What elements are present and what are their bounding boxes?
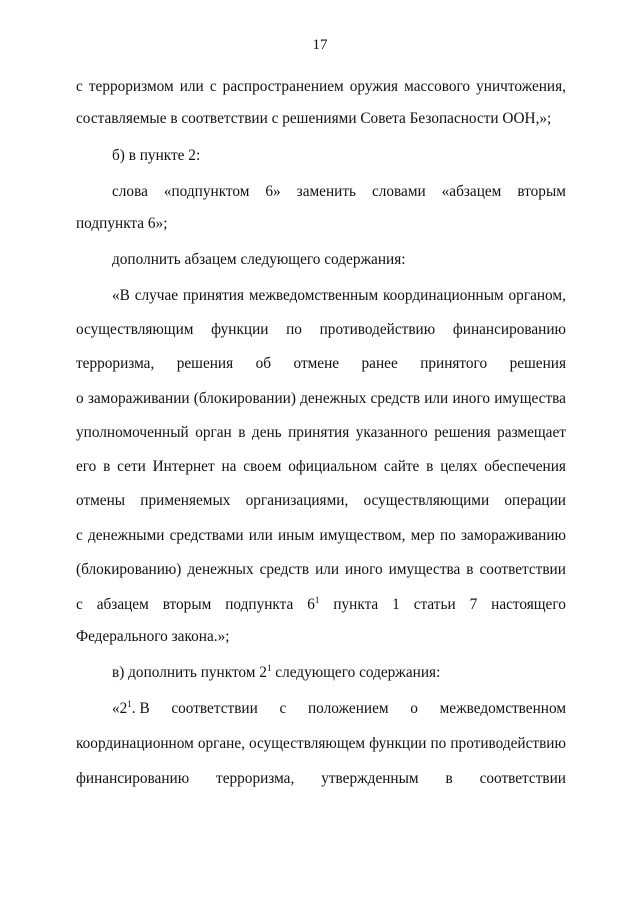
word: принятия (182, 287, 245, 304)
word: своем (243, 458, 282, 475)
word: ранее (361, 355, 398, 372)
word: решения (434, 424, 491, 441)
word: его (76, 458, 97, 475)
text-line-5: подпункта 6»; (76, 215, 168, 232)
text-line-6: дополнить абзацем следующего содержания: (112, 251, 406, 268)
word: «подпунктом (163, 183, 250, 200)
word: словами (371, 183, 426, 200)
word: с (209, 78, 217, 95)
word: денежных (187, 561, 254, 578)
word: иным (277, 527, 315, 544)
word: сети (117, 458, 146, 475)
text-line-10 (76, 389, 566, 409)
word: распространением (222, 78, 344, 95)
word: размещает (497, 424, 566, 441)
text-line-16: с абзацем вторым подпункта $6^1$ пункта 1 статьи 7 настоящего (76, 595, 566, 613)
word: координационном (76, 735, 194, 752)
word: по (286, 321, 302, 338)
text-line-21 (76, 769, 566, 789)
word: денежными (87, 527, 165, 544)
word: в (445, 770, 453, 787)
word: имущества (388, 561, 461, 578)
word: противодействию (319, 321, 436, 338)
word: вторым (517, 183, 566, 200)
text-line-4 (112, 182, 566, 202)
word: отмены (76, 492, 126, 509)
word: имущества (494, 390, 566, 407)
word: решения (176, 355, 234, 372)
word: соответствии (479, 770, 566, 787)
word: осуществляющими (363, 492, 490, 509)
text-line-2: составляемые в соответствии с решениями Совета Безопасности ООН,»; (76, 110, 552, 127)
word: средств (259, 561, 310, 578)
word: сайте (383, 458, 420, 475)
word: противодействию (450, 735, 566, 752)
text-line-19: «$2^1$. В соответствии с положением о межведомственном (112, 699, 566, 717)
word: с (76, 78, 83, 95)
word: по (430, 735, 447, 752)
text-line-14 (76, 526, 566, 546)
word: органе, (197, 735, 245, 752)
text-line-15 (76, 560, 566, 580)
word: применяемых (140, 492, 231, 509)
word: по (439, 527, 456, 544)
word: операции (504, 492, 566, 509)
word: координационным (382, 287, 504, 304)
word: терроризма, (76, 355, 155, 372)
word: мер (410, 527, 435, 544)
word: организациями, (245, 492, 349, 509)
text-line-7 (112, 286, 566, 306)
word: или (248, 527, 273, 544)
word: целях (440, 458, 478, 475)
text-line-12 (76, 457, 566, 477)
word: в (103, 458, 111, 475)
word: имуществом, (319, 527, 406, 544)
word: с (76, 527, 83, 544)
word: межведомственным (248, 287, 379, 304)
text-line-3: б) в пункте 2: (112, 147, 201, 164)
word: уполномоченный (76, 424, 189, 441)
word: функции (211, 321, 269, 338)
word: средств (370, 390, 421, 407)
word: принятия (288, 424, 350, 441)
word: отмене (293, 355, 340, 372)
text-line-8 (76, 320, 566, 340)
text-line-13 (76, 491, 566, 511)
page-number: 17 (312, 37, 328, 53)
word: терроризмом (88, 78, 174, 95)
word: осуществляющим (76, 321, 194, 338)
word: оружия (349, 78, 399, 95)
word: массового (404, 78, 471, 95)
word: органом, (508, 287, 566, 304)
word: день (251, 424, 282, 441)
word: указанного (355, 424, 428, 441)
text-line-17: Федерального закона.»; (76, 628, 230, 645)
word: соответствии (479, 561, 566, 578)
word: принятого (420, 355, 488, 372)
word: решения (509, 355, 566, 372)
word: финансированию (452, 321, 566, 338)
word: денежных (300, 390, 367, 407)
word: замораживании (87, 390, 190, 407)
word: «абзацем (441, 183, 502, 200)
word: иного (452, 390, 490, 407)
word: «В (112, 287, 130, 304)
word: в (466, 561, 474, 578)
word: функции (369, 735, 427, 752)
word: 6» (265, 183, 281, 200)
text-line-1 (76, 77, 566, 97)
word: утвержденным (321, 770, 419, 787)
word: официальном (288, 458, 378, 475)
text-line-18: в) дополнить пунктом $2^1$ следующего содержания: (112, 663, 441, 681)
word: (блокированию) (76, 561, 182, 578)
text-line-9 (76, 354, 566, 374)
word: средствами (169, 527, 244, 544)
word: на (221, 458, 237, 475)
word: Интернет (152, 458, 215, 475)
word: уничтожения, (476, 78, 566, 95)
word: иного (345, 561, 383, 578)
word: слова (112, 183, 148, 200)
word: обеспечения (484, 458, 566, 475)
word: (блокировании) (193, 390, 296, 407)
word: финансированию (76, 770, 190, 787)
word: о (76, 390, 84, 407)
word: заменить (296, 183, 356, 200)
word: замораживанию (460, 527, 566, 544)
word: орган (195, 424, 232, 441)
word: осуществляющем (249, 735, 366, 752)
text-line-20 (76, 734, 566, 754)
text-line-11 (76, 423, 566, 443)
word: или (424, 390, 449, 407)
word: об (255, 355, 272, 372)
word: или (315, 561, 340, 578)
word: или (179, 78, 204, 95)
word: случае (134, 287, 179, 304)
word: в (426, 458, 434, 475)
word: в (238, 424, 246, 441)
word: терроризма, (216, 770, 295, 787)
